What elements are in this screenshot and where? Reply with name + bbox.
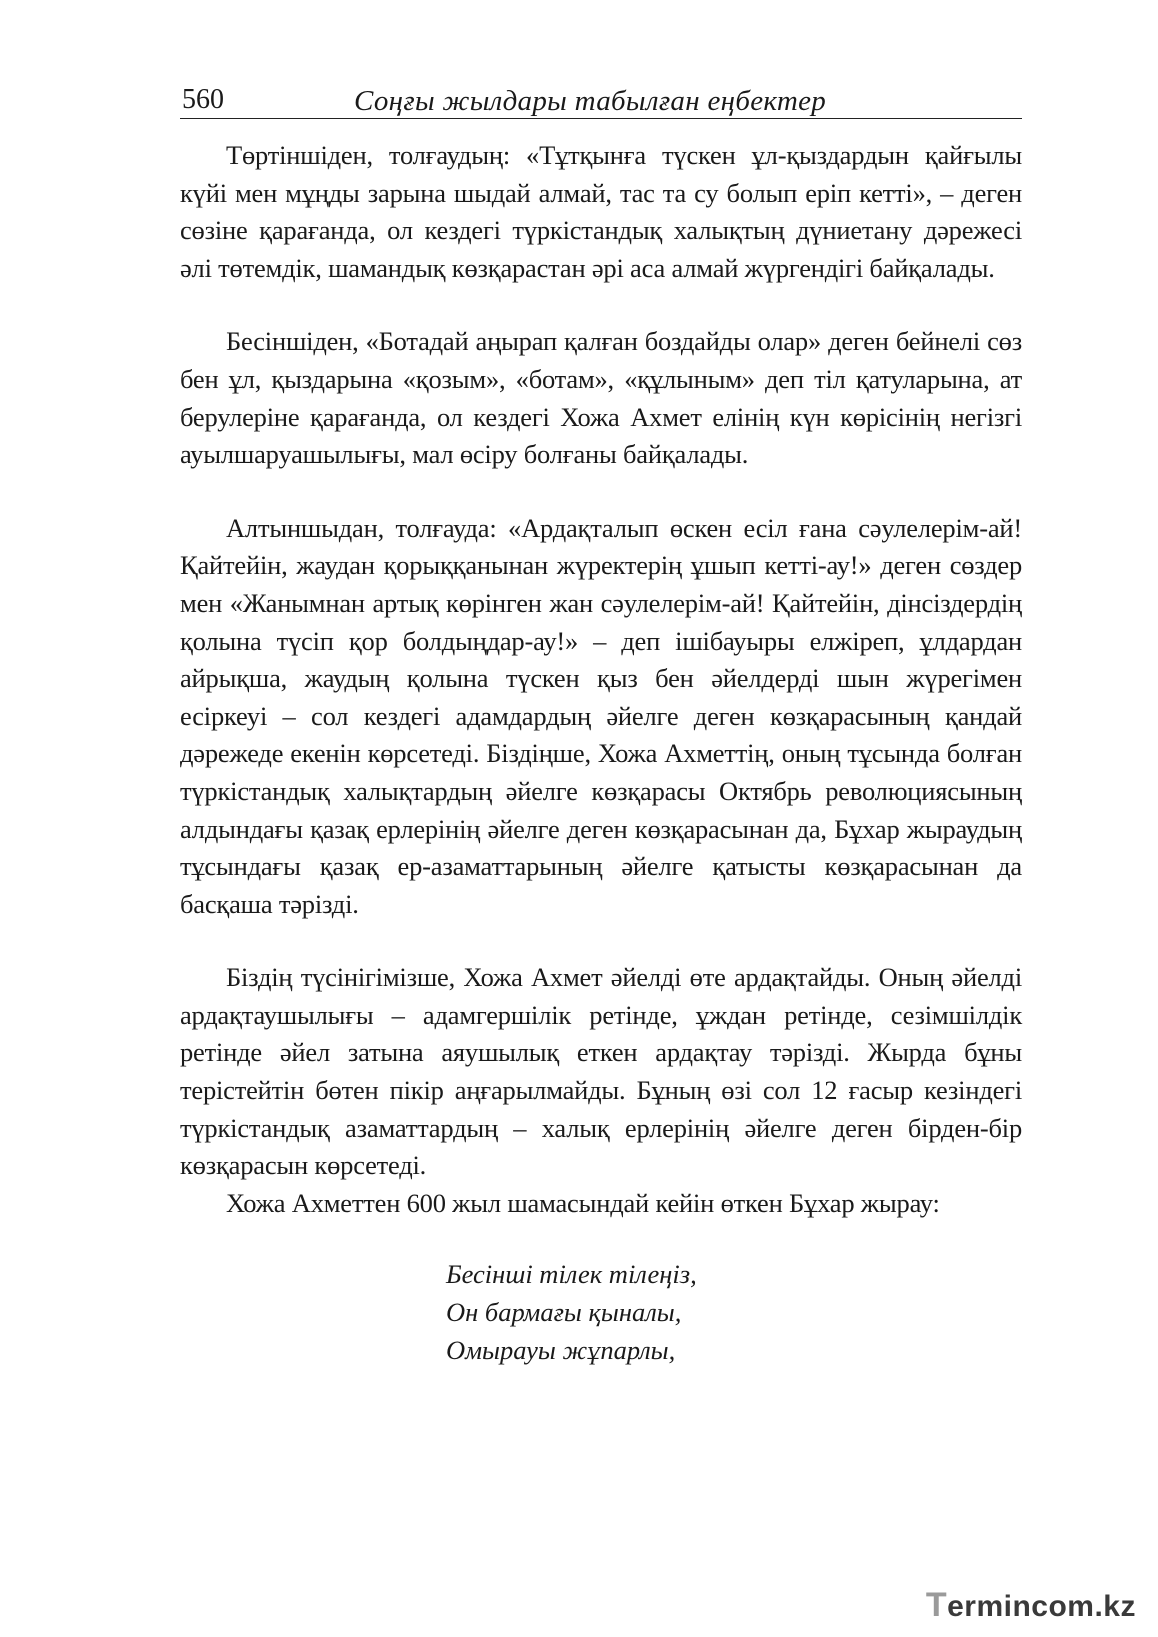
- paragraph-fifth: Бесіншіден, «Ботадай аңырап қалған боздайды олар» деген бейнелі сөз бен ұл, қыздарына «қозым», «ботам», «құлыным» деп тіл қатуларына, ат берулеріне қарағанда, ол кездегі Хожа Ахмет елінің күн көрісінің негізгі ауылшаруашылығы, мал өсіру болғаны байқалады.: [180, 326, 1022, 470]
- verse-line: Он бармағы қыналы,: [446, 1297, 682, 1328]
- verse-quote: [446, 1255, 1022, 1369]
- watermark-logo-letter: T: [925, 1586, 948, 1624]
- paragraph-bukhar-intro: Хожа Ахметтен 600 жыл шамасындай кейін өткен Бұхар жырау:: [226, 1187, 940, 1218]
- verse-line: Омырауы жұпарлы,: [446, 1335, 676, 1366]
- site-watermark: [926, 1586, 1136, 1625]
- watermark-text: ermincom.kz: [947, 1590, 1136, 1623]
- verse-line: Бесінші тілек тілеңіз,: [446, 1259, 697, 1290]
- document-page: [180, 78, 1022, 1558]
- running-title: Соңғы жылдары табылған еңбектер: [354, 85, 827, 117]
- paragraph-fourth: Төртіншіден, толғаудың: «Тұтқынға түскен ұл-қыздардын қайғылы күйі мен мұңды зарына шыдай алмай, тас та су болып еріп кетті», – деген сөзіне қарағанда, ол кездегі түркістандық халықтың дүниетану дәрежесі әлі төтемдік, шамандық көзқарастан әрі аса алмай жүргендігі байқалады.: [180, 140, 1022, 283]
- paragraph-sixth: Алтыншыдан, толғауда: «Ардақталып өскен есіл ғана сәулелерім-ай! Қайтейін, жаудан қорыққанынан жүректерің ұшып кетті-ау!» деген сөздер мен «Жанымнан артық көрінген жан сәулелерім-ай! Қайтейін, дінсіздердің қолына түсіп қор болдыңдар-ау!» – деп ішібауыры елжіреп, ұлдардан айрықша, жаудың қолына түскен қыз бен әйелдерді шын жүрегімен есіркеуі – сол кездегі адамдардың әйелге деген көзқарасының қандай дәрежеде екенін көрсетеді. Біздіңше, Хожа Ахметтің, оның тұсында болған түркістандық халықтардың әйелге көзқарасы Октябрь революциясының алдындағы қазақ ерлерінің әйелге деген көзқарасынан да, Бұхар жыраудың тұсындағы қазақ ер-азаматтарының әйелге қатысты көзқарасынан да басқаша тәрізді.: [180, 512, 1022, 919]
- running-header: [180, 78, 1022, 119]
- page-number: 560: [182, 84, 224, 115]
- paragraph-understanding: Біздің түсінігімізше, Хожа Ахмет әйелді өте ардақтайды. Оның әйелді ардақтаушылығы – адамгершілік ретінде, ұждан ретінде, сезімшілдік ретінде әйел затына аяушылық еткен ардақтау тәрізді. Жырда бұны терістейтін бөтен пікір аңғарылмайды. Бұның өзі сол 12 ғасыр кезіндегі түркістандық азаматтардың – халық ерлерінің әйелге деген бірден-бір көзқарасын көрсетеді.: [180, 962, 1022, 1181]
- body-text: [180, 137, 1022, 1369]
